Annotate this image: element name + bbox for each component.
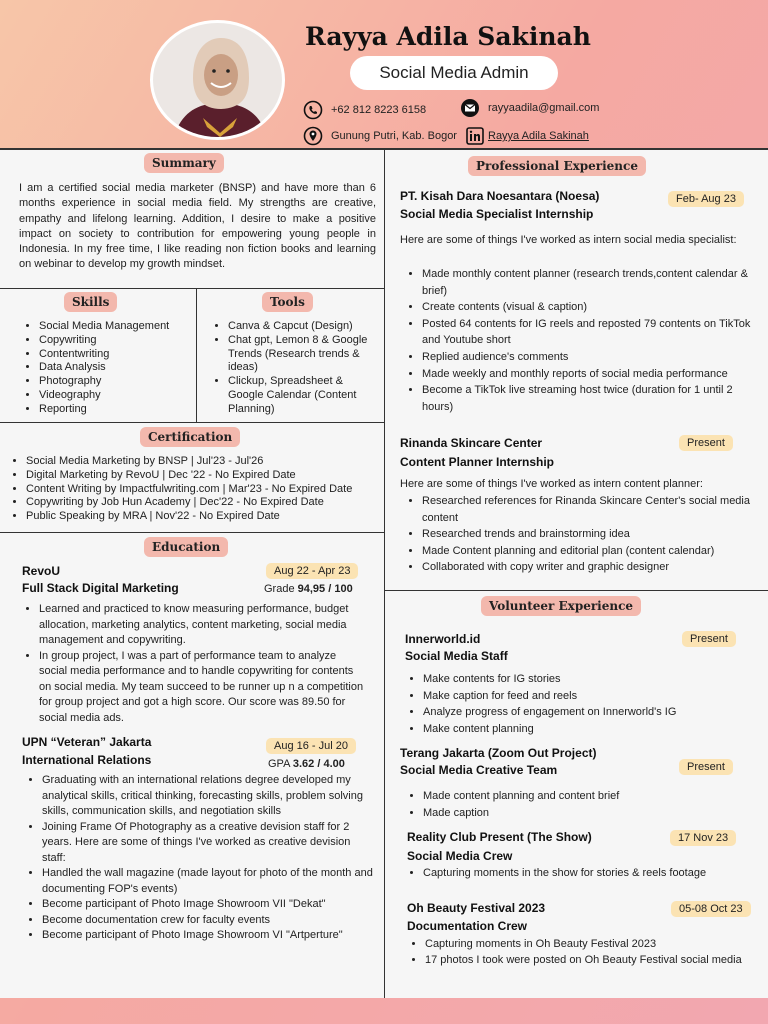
list-item: • Made monthly content planner (research trends,content calendar & brief) [422, 266, 754, 299]
location-pin-icon [303, 126, 323, 146]
date-badge: 05-08 Oct 23 [671, 901, 751, 917]
list-item: • Social Media Marketing by BNSP | Jul'23 - Jul'26 [26, 455, 384, 469]
divider [196, 288, 197, 422]
list-item: • Learned and practiced to know measuring performance, budget allocation, marketing analytics, content marketing, social media management and copywriting. [39, 602, 366, 649]
list-item: • Made content planning and content brief [423, 788, 755, 805]
company-name: PT. Kisah Dara Noesantara (Noesa) [400, 189, 600, 203]
grade [264, 583, 353, 595]
experience-heading: Professional Experience [468, 156, 646, 176]
list-item: • Copywriting [39, 334, 196, 348]
date-badge: Present [679, 435, 733, 451]
school-name: RevoU [22, 564, 61, 578]
date-badge: Aug 16 - Jul 20 [266, 738, 356, 754]
list-item: • Researched trends and brainstorming idea [422, 526, 758, 543]
list-item: • Digital Marketing by RevoU | Dec '22 - No Expired Date [26, 469, 384, 483]
grade-label: GPA [268, 758, 290, 770]
volunteer-role: Social Media Crew [407, 849, 513, 863]
volunteer-bullets [405, 865, 765, 882]
list-item: • Copywriting by Job Hun Academy | Dec'22 - No Expired Date [26, 496, 384, 510]
education-heading: Education [144, 537, 228, 557]
volunteer-role: Social Media Creative Team [400, 763, 558, 777]
resume-header [0, 0, 768, 148]
organization-name: Reality Club Present (The Show) [407, 830, 592, 844]
list-item: • Become participant of Photo Image Showroom VII "Dekat" [42, 897, 374, 913]
list-item: • In group project, I was a part of performance team to analyze social media performance and to handle copywriting for contents on social media. My team succeed to be runner up n a competition for group project and got a high score. Our score was 89.50 for social media ads. [39, 649, 366, 727]
skills-heading: Skills [64, 292, 117, 312]
list-item: • Joining Frame Of Photography as a creative devision staff for 2 years. Here are some of things I've worked as creative devision staff: [42, 820, 374, 867]
list-item: • Reporting [39, 403, 196, 417]
grade-value: 94,95 / 100 [297, 583, 353, 595]
candidate-name: Rayya Adila Sakinah [305, 22, 591, 51]
grade-value: 3.62 / 4.00 [292, 758, 345, 770]
location-text: Gunung Putri, Kab. Bogor [331, 130, 457, 142]
volunteer-role: Social Media Staff [405, 649, 508, 663]
list-item: • Made weekly and monthly reports of social media performance [422, 366, 754, 383]
list-item: • Contentwriting [39, 348, 196, 362]
volunteer-bullets [405, 671, 755, 737]
grade-label: Grade [264, 583, 295, 595]
list-item: • Data Analysis [39, 361, 196, 375]
divider [0, 422, 385, 423]
date-badge: Aug 22 - Apr 23 [266, 563, 358, 579]
resume-body [0, 148, 768, 998]
divider [0, 288, 385, 289]
list-item: • Replied audience's comments [422, 349, 754, 366]
list-item: • Become a TikTok live streaming host twice (duration for 1 until 2 hours) [422, 382, 754, 415]
summary-heading: Summary [144, 153, 224, 173]
list-item: • Analyze progress of engagement on Innerworld's IG [423, 704, 755, 721]
education-bullets [21, 602, 366, 726]
list-item: • Clickup, Spreadsheet & Google Calendar (Content Planning) [228, 375, 375, 416]
list-item: • Public Speaking by MRA | Nov'22 - No Expired Date [26, 510, 384, 524]
list-item: • Videography [39, 389, 196, 403]
job-intro: Here are some of things I've worked as intern content planner: [400, 478, 703, 490]
list-item: • Photography [39, 375, 196, 389]
date-badge: Feb- Aug 23 [668, 191, 744, 207]
program-name: International Relations [22, 753, 152, 767]
divider [0, 532, 385, 533]
linkedin-link[interactable]: Rayya Adila Sakinah [488, 130, 589, 142]
email-contact [460, 98, 599, 118]
list-item: • 17 photos I took were posted on Oh Beauty Festival social media [425, 952, 752, 968]
list-item: • Capturing moments in Oh Beauty Festival 2023 [425, 936, 752, 952]
job-title: Social Media Specialist Internship [400, 207, 594, 221]
list-item: • Posted 64 contents for IG reels and reposted 79 contents on TikTok and Youtube short [422, 316, 754, 349]
education-bullets [24, 773, 374, 944]
list-item: • Chat gpt, Lemon 8 & Google Trends (Research trends & ideas) [228, 334, 375, 375]
list-item: • Social Media Management [39, 320, 196, 334]
profile-photo [150, 20, 285, 140]
right-column [385, 150, 768, 998]
volunteer-role: Documentation Crew [407, 919, 528, 933]
email-icon [460, 98, 480, 118]
volunteer-bullets [405, 788, 755, 821]
program-name: Full Stack Digital Marketing [22, 581, 179, 595]
linkedin-contact [465, 126, 589, 146]
job-title: Content Planner Internship [400, 455, 555, 469]
left-column [0, 150, 385, 998]
tools-heading: Tools [262, 292, 313, 312]
date-badge: Present [679, 759, 733, 775]
list-item: • Made Content planning and editorial plan (content calendar) [422, 543, 758, 560]
email-address[interactable]: rayyaadila@gmail.com [488, 102, 600, 114]
list-item: • Become participant of Photo Image Showroom VI "Artperture" [42, 928, 374, 944]
phone-icon [303, 100, 323, 120]
organization-name: Innerworld.id [405, 632, 481, 646]
school-name: UPN “Veteran” Jakarta [22, 735, 152, 749]
list-item: • Researched references for Rinanda Skincare Center's social media content [422, 493, 758, 526]
list-item: • Graduating with an international relations degree developed my analytical skills, critical thinking, forecasting skills, problem solving skills, communication skills, and negotiation skills [42, 773, 374, 820]
job-role-badge: Social Media Admin [350, 56, 558, 90]
job-bullets [404, 266, 754, 415]
job-bullets [404, 493, 758, 576]
phone-number: +62 812 8223 6158 [331, 104, 427, 116]
list-item: • Make caption for feed and reels [423, 688, 755, 705]
footer-band [0, 998, 768, 1024]
job-intro: Here are some of things I've worked as intern social media specialist: [400, 234, 737, 246]
list-item: • Collaborated with copy writer and graphic designer [422, 559, 758, 576]
list-item: • Made caption [423, 805, 755, 822]
list-item: • Canva & Capcut (Design) [228, 320, 375, 334]
list-item: • Make contents for IG stories [423, 671, 755, 688]
organization-name: Oh Beauty Festival 2023 [407, 901, 546, 915]
date-badge: 17 Nov 23 [670, 830, 736, 846]
list-item: • Content Writing by Impactfulwriting.com | Mar'23 - No Expired Date [26, 483, 384, 497]
list-item: • Become documentation crew for faculty events [42, 913, 374, 929]
list-item: • Capturing moments in the show for stories & reels footage [423, 865, 765, 882]
summary-text: I am a certified social media marketer (BNSP) and have more than 6 months experience in social media field. My strengths are creative, empathy and lifelong learning. Addition, I desire to make a positive impact on society to contribution for empowering young people in Indonesia. In my free time, I like reading non fiction books and learning on webinar to develop my growth mindset. [19, 182, 376, 271]
certification-heading: Certification [140, 427, 240, 447]
certification-list [8, 455, 384, 524]
date-badge: Present [682, 631, 736, 647]
volunteer-bullets [407, 936, 752, 969]
divider [385, 590, 768, 591]
list-item: • Handled the wall magazine (made layout for photo of the month and documenting FOP's events) [42, 866, 374, 897]
linkedin-icon [465, 126, 485, 146]
company-name: Rinanda Skincare Center [400, 436, 543, 450]
list-item: • Create contents (visual & caption) [422, 299, 754, 316]
list-item: • Make content planning [423, 721, 755, 738]
skills-list [21, 320, 196, 417]
organization-name: Terang Jakarta (Zoom Out Project) [400, 746, 597, 760]
location-contact [303, 126, 457, 146]
grade [268, 758, 345, 770]
tools-list [210, 320, 375, 417]
phone-contact [303, 100, 426, 120]
volunteer-heading: Volunteer Experience [481, 596, 641, 616]
